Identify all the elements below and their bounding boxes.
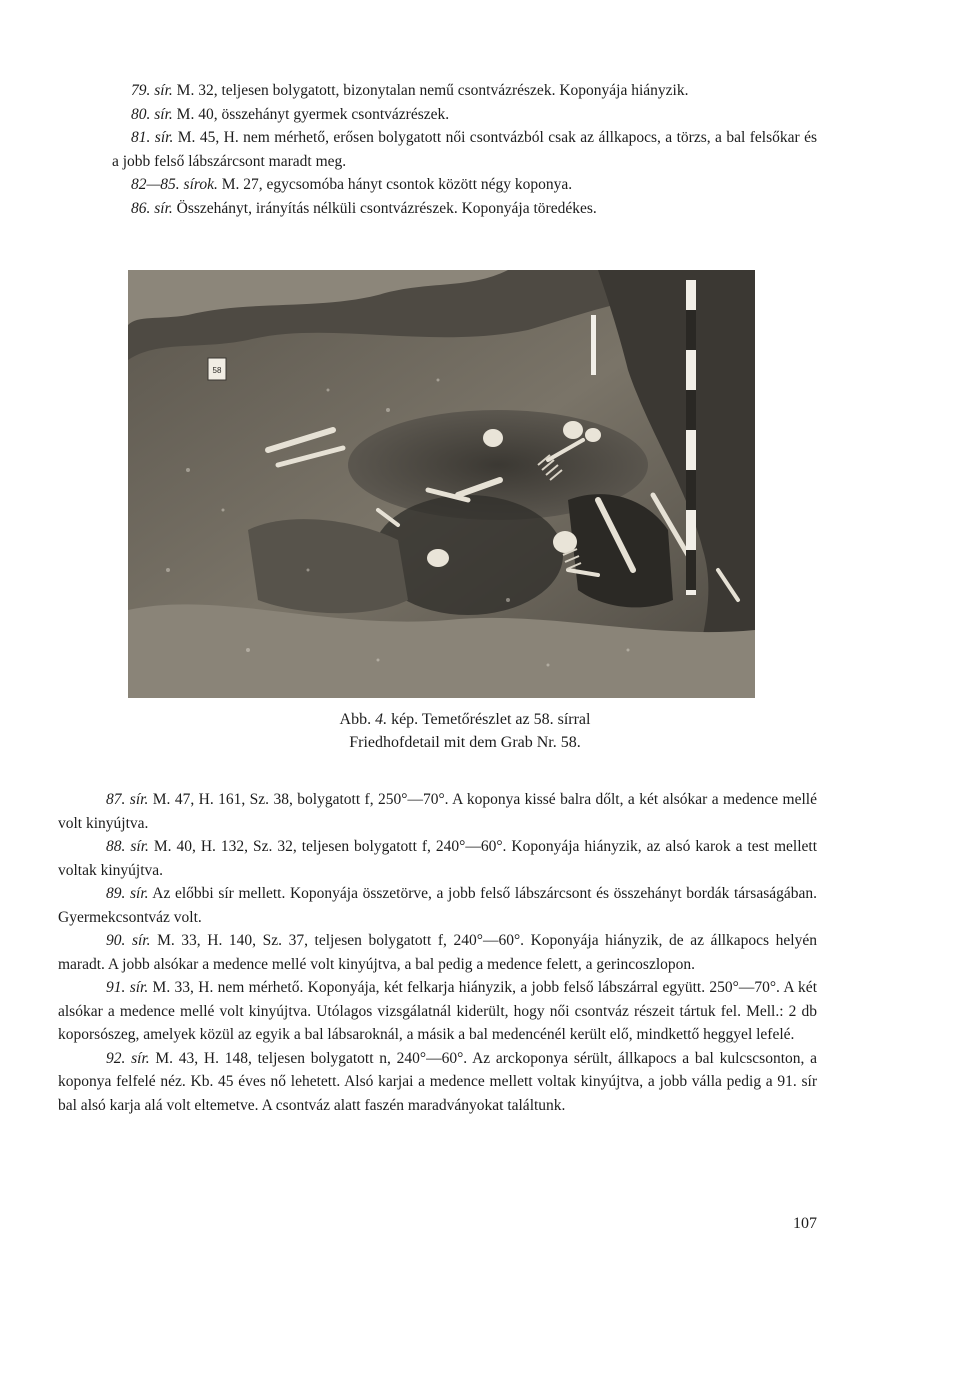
- grave-ref: 87. sír.: [106, 791, 149, 808]
- grave-ref: 90. sír.: [106, 932, 151, 949]
- excavation-photo: [128, 270, 755, 698]
- grave-entry: [112, 173, 817, 197]
- grave-text: M. 47, H. 161, Sz. 38, bolygatott f, 250°—70°. A koponya kissé balra dőlt, a két alsókar a medence mellé volt kinyújtva.: [58, 791, 817, 832]
- caption-text: kép. Temetőrészlet az 58. sírral: [387, 711, 591, 728]
- grave-ref: 89. sír.: [106, 885, 149, 902]
- grave-ref: 91. sír.: [106, 979, 149, 996]
- grave-text: M. 43, H. 148, teljesen bolygatott n, 240°—60°. Az arckoponya sérült, állkapocs a bal kulcscsonton, a koponya felfelé néz. Kb. 45 éves nő lehetett. Alsó karjai a medence mellett voltak kinyújtva, a jobb válla pedig a 91. sír bal alsó karja alá volt eltemetve. A csontváz alatt faszén maradványokat találtunk.: [58, 1049, 818, 1114]
- grave-entry: [58, 882, 817, 929]
- grave-text: M. 27, egycsomóba hányt csontok között négy koponya.: [217, 176, 573, 193]
- grave-ref: 86. sír.: [131, 199, 173, 217]
- grave-ref: 82—85. sírok.: [131, 176, 218, 193]
- grave-text: M. 40, összehányt gyermek csontvázrészek.: [172, 105, 450, 123]
- grave-entry: [112, 197, 817, 221]
- grave-list-bottom: [58, 788, 817, 1117]
- grave-ref: 92. sír.: [106, 1049, 150, 1067]
- grave-entry: [58, 929, 817, 976]
- grave-text: M. 32, teljesen bolygatott, bizonytalan nemű csontvázrészek. Koponyája hiányzik.: [172, 82, 689, 99]
- caption-prefix: Abb.: [339, 711, 376, 728]
- grave-text: M. 40, H. 132, Sz. 32, teljesen bolygatott f, 240°—60°. Koponyája hiányzik, az alsó karok a test mellett voltak kinyújtva.: [58, 838, 817, 879]
- grave-entry: [112, 103, 817, 127]
- caption-number: 4.: [375, 711, 388, 728]
- grave-entry: [112, 126, 817, 173]
- figure-caption-hu: [230, 709, 700, 731]
- grave-ref: 79. sír.: [131, 82, 173, 99]
- grave-entry: [58, 1047, 817, 1118]
- grave-ref: 88. sír.: [106, 838, 149, 855]
- page-number: 107: [793, 1215, 817, 1232]
- grave-ref: 80. sír.: [131, 105, 173, 123]
- grave-text: Összehányt, irányítás nélküli csontvázrészek. Koponyája töredékes.: [172, 199, 597, 217]
- grave-entry: [58, 976, 817, 1047]
- grave-text: M. 33, H. 140, Sz. 37, teljesen bolygatott f, 240°—60°. Koponyája hiányzik, de az állkapocs helyén maradt. A jobb alsókar a medence mellé volt kinyújtva, a bal pedig a medence felett, a gerincoszlopon.: [58, 932, 817, 973]
- grave-ref: 81. sír.: [131, 129, 174, 146]
- grave-entry: [58, 835, 817, 882]
- grave-list-top: [112, 79, 817, 220]
- grave-entry: [58, 788, 817, 835]
- grave-number-sign: 58: [212, 366, 222, 375]
- grave-text: M. 33, H. nem mérhető. Koponyája, két felkarja hiányzik, a jobb felső lábszárral együtt. 250°—70°. A két alsókar a medence mellé volt kinyújtva. Utólagos vizsgálatnál kiderült, hogy női csontváz részeit tártuk fel. Mell.: 2 db koporsószeg, amelyek közül az egyik a bal lábsaroknál, a másik a bal medencénél került elő, mindkettő heggyel lefelé.: [58, 979, 817, 1043]
- grave-entry: [112, 79, 817, 103]
- grave-text: M. 45, H. nem mérhető, erősen bolygatott női csontvázból csak az állkapocs, a törzs, a bal felsőkar és a jobb felső lábszárcsont maradt meg.: [112, 129, 817, 170]
- grave-text: Az előbbi sír mellett. Koponyája összetörve, a jobb felső lábszárcsont és összehányt bordák társaságában. Gyermekcsontváz volt.: [58, 885, 818, 926]
- figure-caption-de: Friedhofdetail mit dem Grab Nr. 58.: [349, 734, 581, 751]
